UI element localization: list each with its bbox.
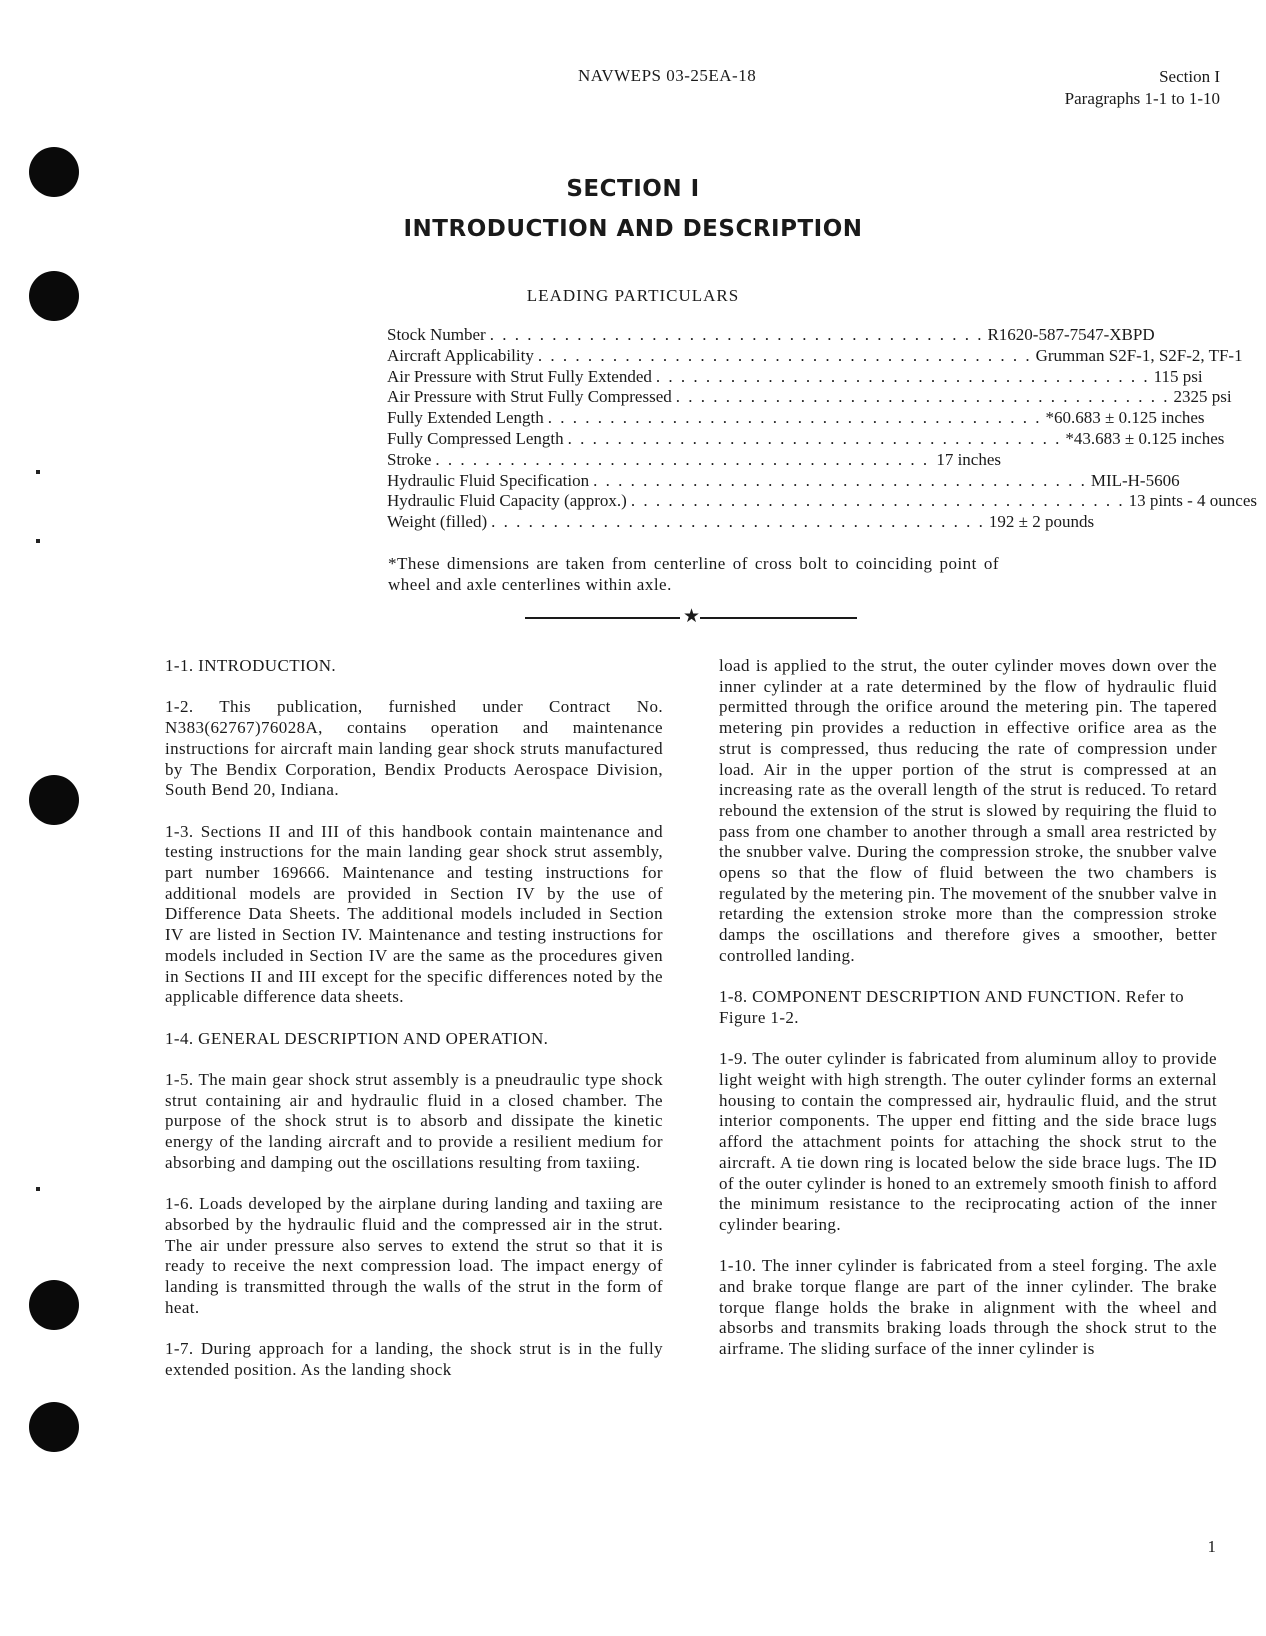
leader-dots: . . . . . . . . . . . . . . . . . . . . . . . . . . . . . . . . . . . . . . . . <box>593 470 1087 490</box>
leader-dots: . . . . . . . . . . . . . . . . . . . . . . . . . . . . . . . . . . . . . . . . <box>491 512 985 532</box>
section-label: Section I <box>1159 67 1220 86</box>
spec-value: 192 ± 2 pounds <box>988 512 1095 532</box>
spec-label: Fully Compressed Length <box>387 428 564 448</box>
spec-value: 2325 psi <box>1173 387 1232 407</box>
star-icon: ★ <box>683 606 701 627</box>
section-title: SECTION I <box>566 176 700 202</box>
paragraph: 1-1. INTRODUCTION. <box>165 656 337 675</box>
body-column-right <box>719 656 1217 1381</box>
body-column-left <box>165 656 663 1401</box>
section-subtitle: INTRODUCTION AND DESCRIPTION <box>403 216 863 242</box>
spec-row <box>387 325 1155 346</box>
leader-dots: . . . . . . . . . . . . . . . . . . . . . . . . . . . . . . . . . . . . . . . . <box>630 491 1125 511</box>
leader-dots: . . . . . . . . . . . . . . . . . . . . . . . . . . . . . . . . . . . . . . . . <box>567 428 1062 448</box>
spec-value: *43.683 ± 0.125 inches <box>1065 428 1225 448</box>
paragraph: 1-9. The outer cylinder is fabricated from aluminum alloy to provide light weight with high strength. The outer cylinder forms an external housing to contain the compressed air, hydraulic fluid, and the strut interior components. The upper end fitting and the side brace lugs afford the attachment points for attaching the shock strut to the aircraft. A tie down ring is located below the side brace lugs. The ID of the outer cylinder is honed to an extremely smooth finish to afford the minimum resistance to the reciprocating action of the inner cylinder bearing. <box>719 1049 1217 1234</box>
leader-dots: . . . . . . . . . . . . . . . . . . . . . . . . . . . . . . . . . . . . . . . . <box>489 325 984 344</box>
paragraph-range: Paragraphs 1-1 to 1-10 <box>1064 89 1220 108</box>
leader-dots: . . . . . . . . . . . . . . . . . . . . . . . . . . . . . . . . . . . . . . . . <box>675 387 1170 407</box>
leading-particulars-table <box>387 325 1258 533</box>
spec-value: 13 pints - 4 ounces <box>1128 491 1258 511</box>
leader-dots: . . . . . . . . . . . . . . . . . . . . . . . . . . . . . . . . . . . . . . . . <box>655 366 1150 386</box>
spec-row <box>387 428 1225 450</box>
paragraph: 1-3. Sections II and III of this handbook contain maintenance and testing instructions for the main landing gear shock strut assembly, part number 169666. Maintenance and testing instructions for additional models are provided in Section IV by the use of Difference Data Sheets. The additional models included in Section IV are listed in Section IV. Maintenance and testing instructions for models included in Section IV are the same as the procedures given in Sections II and III except for the specific differences noted by the applicable difference data sheets. <box>165 821 663 1007</box>
leader-dots: . . . . . . . . . . . . . . . . . . . . . . . . . . . . . . . . . . . . . . . . <box>435 449 930 469</box>
spec-row <box>387 366 1203 388</box>
paragraph: 1-2. This publication, furnished under Contract No. N383(62767)76028A, contains operation and maintenance instructions for aircraft main landing gear shock struts manufactured by The Bendix Corporation, Bendix Products Aerospace Division, South Bend 20, Indiana. <box>165 697 663 800</box>
page-number: 1 <box>1207 1537 1216 1556</box>
margin-mark <box>36 470 40 474</box>
spec-label: Air Pressure with Strut Fully Extended <box>387 366 652 386</box>
divider-right <box>700 617 857 619</box>
paragraph: 1-10. The inner cylinder is fabricated from a steel forging. The axle and brake torque flange are part of the inner cylinder. The brake torque flange holds the brake in alignment with the wheel and absorbs and transmits braking loads through the shock strut to the airframe. The sliding surface of the inner cylinder is <box>719 1256 1217 1359</box>
spec-label: Stock Number <box>387 325 486 344</box>
spec-value: R1620-587-7547-XBPD <box>987 325 1155 344</box>
section-reference <box>1065 66 1220 110</box>
paragraph: 1-6. Loads developed by the airplane during landing and taxiing are absorbed by the hydraulic fluid and the compressed air in the strut. The air under pressure also serves to extend the strut so that it is ready to receive the next compression load. The impact energy of landing is transmitted through the walls of the strut in the form of heat. <box>165 1194 663 1317</box>
spec-value: MIL-H-5606 <box>1090 470 1180 490</box>
spec-label: Air Pressure with Strut Fully Compressed <box>387 387 672 407</box>
spec-row <box>387 470 1180 492</box>
punch-hole <box>29 775 79 825</box>
spec-value: Grumman S2F-1, S2F-2, TF-1 <box>1035 345 1243 365</box>
spec-label: Hydraulic Fluid Specification <box>387 470 590 490</box>
paragraph: 1-4. GENERAL DESCRIPTION AND OPERATION. <box>165 1028 549 1048</box>
paragraph: 1-5. The main gear shock strut assembly is a pneudraulic type shock strut containing air and hydraulic fluid in a closed chamber. The purpose of the shock strut is to absorb and dissipate the kinetic energy of the landing aircraft and to provide a resilient medium for absorbing and damping out the oscillations resulting from taxiing. <box>165 1070 663 1172</box>
spec-label: Stroke <box>387 449 432 469</box>
paragraph: 1-8. COMPONENT DESCRIPTION AND FUNCTION. Refer to Figure 1-2. <box>719 987 1185 1027</box>
paragraph: 1-7. During approach for a landing, the shock strut is in the fully extended position. As the landing shock <box>165 1339 663 1379</box>
spec-row <box>387 387 1232 408</box>
spec-label: Hydraulic Fluid Capacity (approx.) <box>387 491 627 511</box>
doc-number: NAVWEPS 03-25EA-18 <box>578 66 757 85</box>
leader-dots: . . . . . . . . . . . . . . . . . . . . . . . . . . . . . . . . . . . . . . . . <box>537 345 1032 365</box>
spec-value: 115 psi <box>1153 366 1203 386</box>
spec-row <box>387 345 1243 367</box>
spec-value: 17 inches <box>936 449 1001 469</box>
leading-particulars-heading: LEADING PARTICULARS <box>526 286 740 305</box>
margin-mark <box>36 1187 40 1191</box>
paragraph: load is applied to the strut, the outer cylinder moves down over the inner cylinder at a rate determined by the flow of hydraulic fluid permitted through the orifice around the metering pin. The tapered metering pin provides a reduction in effective orifice area as the strut is compressed, thus reducing the rate of compression under load. Air in the upper portion of the strut is compressed at an increasing rate as the overall length of the strut is reduced. To retard rebound the extension of the strut is slowed by requiring the fluid to pass from one chamber to another through a small area restricted by the snubber valve. During the compression stroke, the snubber valve opens so that the flow of fluid between the two chambers is regulated by the metering pin. The movement of the snubber valve in retarding the extension stroke more than the compression stroke damps the oscillations and therefore gives a smoother, better controlled landing. <box>719 656 1217 965</box>
punch-hole <box>29 1402 79 1452</box>
spec-row <box>387 512 1095 533</box>
punch-hole <box>29 1280 79 1330</box>
margin-mark <box>36 539 40 543</box>
dimensions-footnote: *These dimensions are taken from centerline of cross bolt to coinciding point of wheel and axle centerlines within axle. <box>388 554 999 594</box>
spec-value: *60.683 ± 0.125 inches <box>1045 408 1205 428</box>
spec-row <box>387 450 1001 471</box>
spec-label: Fully Extended Length <box>387 408 544 428</box>
spec-row <box>387 408 1205 429</box>
leader-dots: . . . . . . . . . . . . . . . . . . . . . . . . . . . . . . . . . . . . . . . . <box>547 408 1042 428</box>
divider-left <box>525 617 680 619</box>
spec-label: Weight (filled) <box>387 512 488 532</box>
spec-label: Aircraft Applicability <box>387 345 534 365</box>
spec-row <box>387 491 1258 512</box>
